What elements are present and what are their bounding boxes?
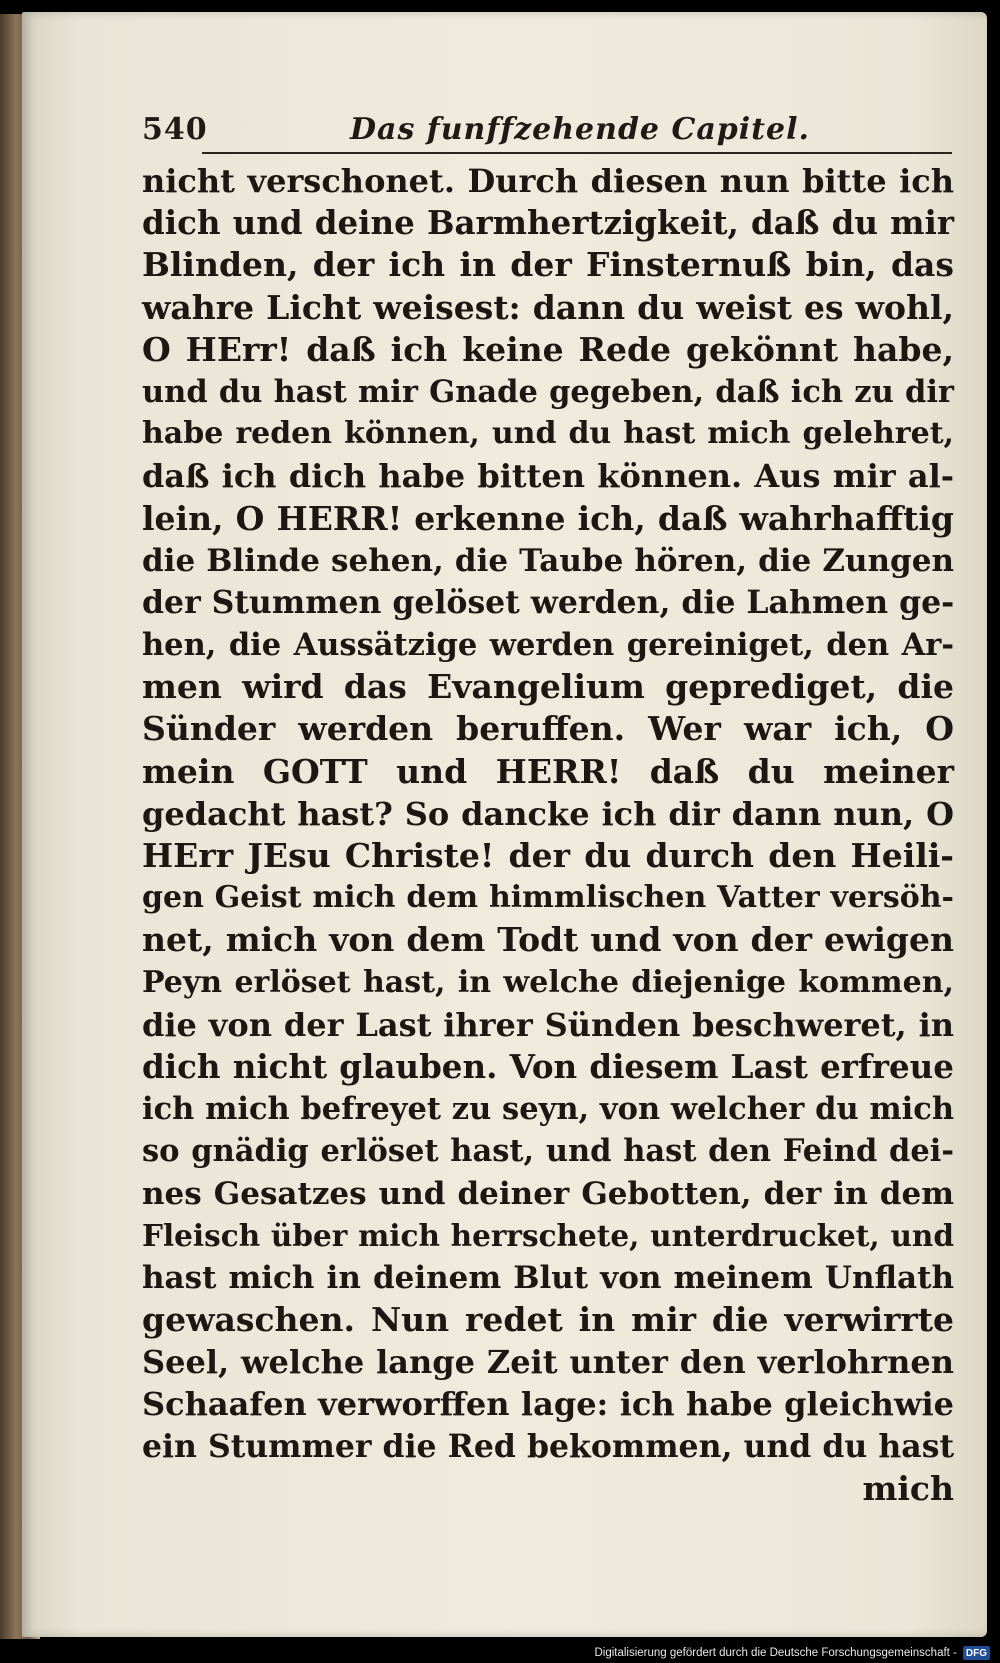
text-line: net, mich von dem Todt und von der ewigen — [142, 920, 954, 960]
text-line: Seel, welche lange Zeit unter den verlohrnen — [142, 1343, 954, 1382]
text-line: lein, O HERR! erkenne ich, daß wahrhafftig — [142, 498, 954, 538]
text-line: Sünder werden beruffen. Wer war ich, O — [142, 709, 954, 749]
text-line: Peyn erlöset hast, in welche diejenige kommen, — [142, 964, 954, 1000]
text-line: so gnädig erlöset hast, und hast den Feind dei- — [142, 1133, 954, 1170]
text-line: die von der Last ihrer Sünden beschweret, in — [142, 1005, 954, 1044]
text-line: hast mich in deinem Blut von meinem Unflath — [142, 1259, 954, 1296]
text-line: Fleisch über mich herrschete, unterdrucket, und — [142, 1217, 954, 1253]
text-line: der Stummen gelöset werden, die Lahmen ge- — [142, 583, 955, 621]
text-line: die Blinde sehen, die Taube hören, die Zungen — [142, 542, 954, 579]
text-line: ich mich befreyet zu seyn, von welcher du mich — [142, 1091, 954, 1128]
text-line: mein GOTT und HERR! daß du meiner — [142, 751, 954, 791]
text-line: Schaafen verworffen lage: ich habe gleichwie — [142, 1385, 954, 1424]
text-line: O HErr! daß ich keine Rede gekönnt habe, — [142, 329, 954, 369]
digitization-footer — [594, 1643, 990, 1663]
text-line: dich nicht glauben. Von diesem Last erfreue — [142, 1046, 954, 1086]
text-line: nes Gesatzes und deiner Gebotten, der in dem — [142, 1175, 954, 1212]
text-line: wahre Licht weisest: dann du weist es wohl, — [142, 287, 954, 327]
text-line: und du hast mir Gnade gegeben, daß ich zu dir — [142, 373, 954, 410]
page-number: 540 — [142, 112, 208, 147]
text-line: Blinden, der ich in der Finsternuß bin, das — [142, 245, 954, 285]
body-text — [142, 160, 954, 1510]
text-line: HErr JEsu Christe! der du durch den Heili- — [142, 836, 954, 875]
dfg-logo: DFG — [963, 1646, 990, 1660]
catchword: mich — [862, 1468, 954, 1508]
text-line: nicht verschonet. Durch diesen nun bitte ich — [142, 162, 954, 200]
text-line: gen Geist mich dem himmlischen Vatter versöh- — [142, 880, 954, 916]
text-line: hen, die Aussätzige werden gereiniget, den Ar- — [142, 627, 954, 664]
text-line: gewaschen. Nun redet in mir die verwirrte — [142, 1300, 954, 1340]
text-line: habe reden können, und du hast mich gelehret, — [142, 416, 954, 452]
running-head: Das funffzehende Capitel. — [350, 112, 810, 147]
text-line: men wird das Evangelium geprediget, die — [142, 667, 954, 707]
text-line: gedacht hast? So dancke ich dir dann nun, O — [142, 794, 954, 833]
header-rule — [202, 152, 952, 154]
page-header — [140, 108, 952, 154]
text-line: ein Stummer die Red bekommen, und du hast — [142, 1427, 954, 1465]
funding-credit: Digitalisierung gefördert durch die Deutsche Forschungsgemeinschaft - — [594, 1647, 957, 1659]
text-line: dich und deine Barmhertzigkeit, daß du mir — [142, 203, 954, 243]
text-line: daß ich dich habe bitten können. Aus mir al- — [142, 457, 954, 496]
